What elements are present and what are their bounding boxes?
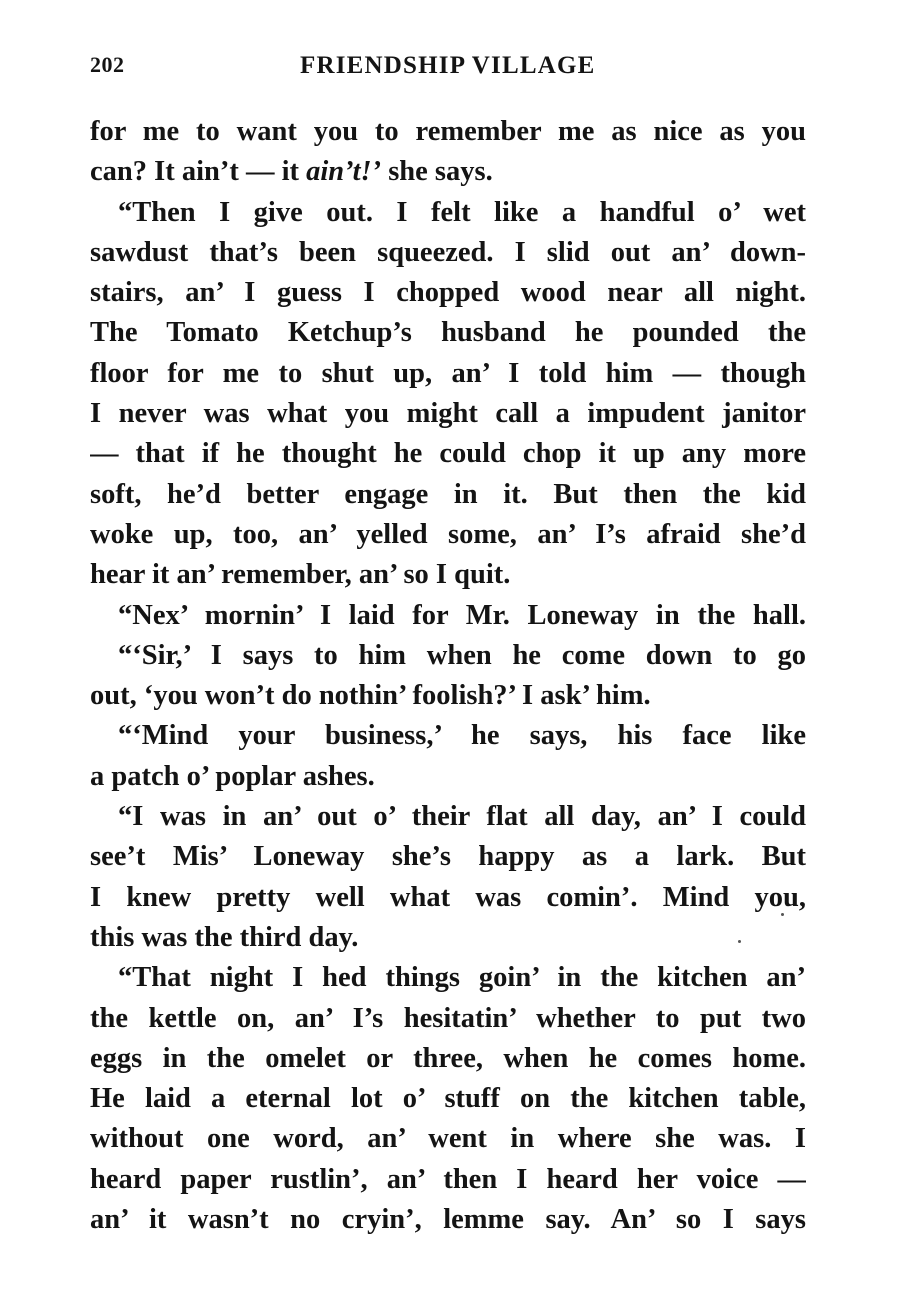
- text-line: see’t Mis’ Loneway she’s happy as a lark. But: [90, 841, 806, 873]
- text-line: heard paper rustlin’, an’ then I heard her voice —: [90, 1163, 806, 1195]
- running-head: [90, 52, 806, 92]
- text-line: floor for me to shut up, an’ I told him — though: [90, 357, 806, 389]
- text-line: eggs in the omelet or three, when he comes home.: [90, 1042, 806, 1074]
- text-line: The Tomato Ketchup’s husband he pounded the: [90, 317, 806, 349]
- body-text: [90, 112, 806, 1240]
- page-number: 202: [90, 52, 125, 77]
- italic-emphasis: ain’t!’: [306, 156, 382, 188]
- text-line: soft, he’d better engage in it. But then the kid: [90, 478, 806, 510]
- running-title: FRIENDSHIP VILLAGE: [300, 52, 596, 79]
- text-line: He laid a eternal lot o’ stuff on the kitchen table,: [90, 1083, 806, 1115]
- text-line: I never was what you might call a impudent janitor: [90, 398, 806, 430]
- ink-speck: [781, 913, 784, 916]
- text-line: stairs, an’ I guess I chopped wood near all night.: [90, 277, 806, 309]
- text-line: an’ it wasn’t no cryin’, lemme say. An’ so I says: [90, 1204, 806, 1236]
- text-line: can? It ain’t — it ain’t!’ she says.: [90, 156, 493, 188]
- text-line: this was the third day.: [90, 921, 359, 953]
- text-line: “Nex’ mornin’ I laid for Mr. Loneway in the hall.: [118, 599, 806, 631]
- text-line: “Then I give out. I felt like a handful o’ wet: [118, 196, 806, 228]
- text-line: “That night I hed things goin’ in the kitchen an’: [118, 962, 806, 994]
- text-line: out, ‘you won’t do nothin’ foolish?’ I ask’ him.: [90, 680, 651, 712]
- text-line: — that if he thought he could chop it up any more: [90, 438, 806, 470]
- text-line: the kettle on, an’ I’s hesitatin’ whether to put two: [90, 1002, 806, 1034]
- text-line: woke up, too, an’ yelled some, an’ I’s afraid she’d: [90, 518, 806, 550]
- text-line: “‘Mind your business,’ he says, his face like: [118, 720, 806, 752]
- text-line: a patch o’ poplar ashes.: [90, 760, 375, 792]
- text-line: without one word, an’ went in where she was. I: [90, 1123, 806, 1155]
- text-line: hear it an’ remember, an’ so I quit.: [90, 559, 511, 591]
- text-line: “‘Sir,’ I says to him when he come down to go: [118, 639, 806, 671]
- text-line: for me to want you to remember me as nice as you: [90, 116, 806, 147]
- text-line: I knew pretty well what was comin’. Mind you,: [90, 881, 806, 913]
- text-line: sawdust that’s been squeezed. I slid out an’ down-: [90, 236, 806, 268]
- text-line: “I was in an’ out o’ their flat all day, an’ I could: [118, 801, 806, 833]
- ink-speck: [738, 940, 741, 943]
